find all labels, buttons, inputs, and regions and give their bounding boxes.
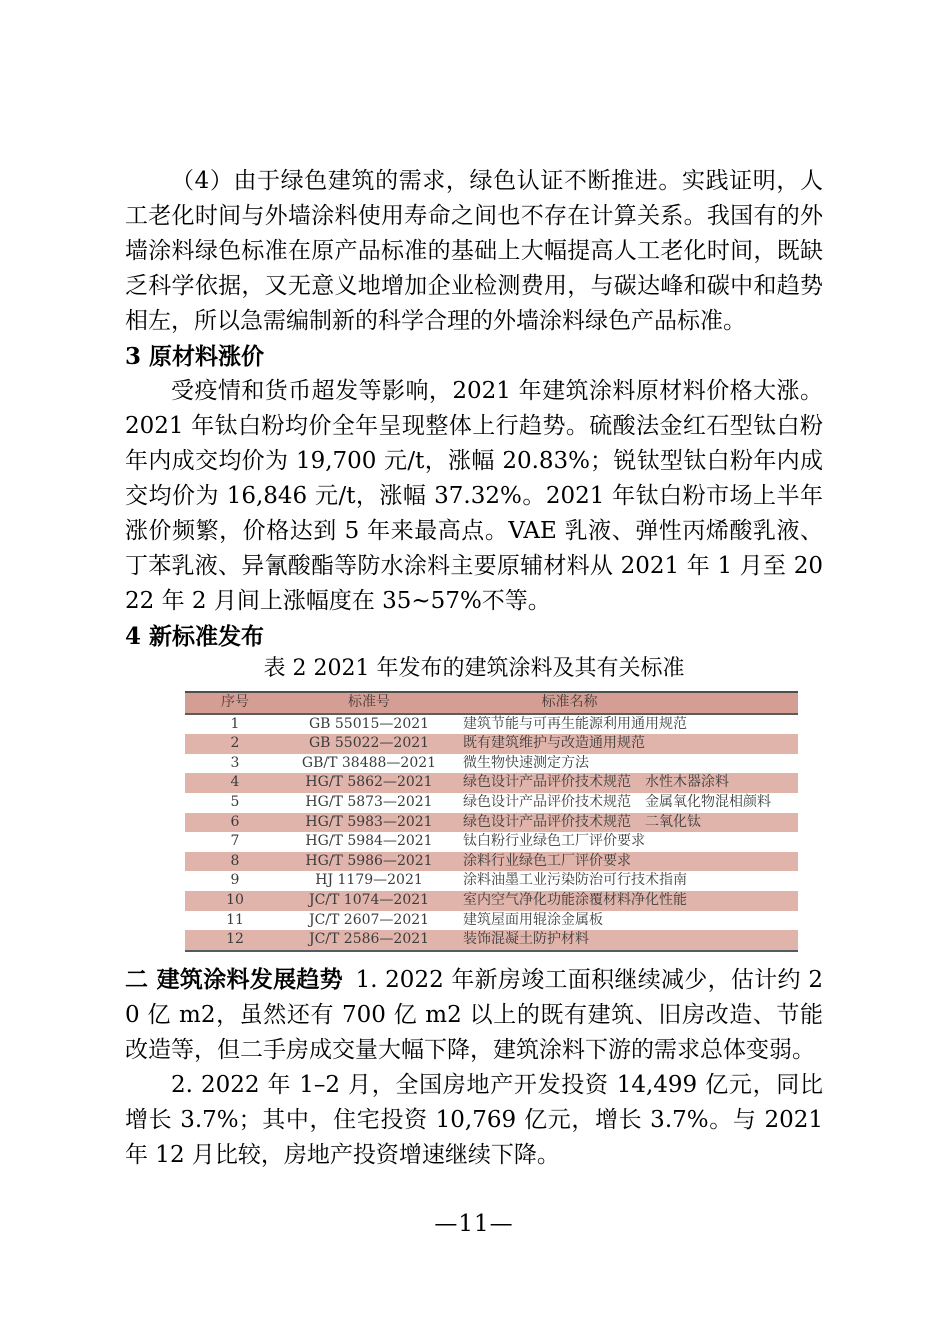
table-cell: 4 [230,774,240,791]
col-header-standard-name: 标准名称 [541,694,598,710]
table-row [185,714,798,735]
table-cell: 12 [226,931,244,948]
table-cell: 钛白粉行业绿色工厂评价要求 [463,833,645,850]
table-row [185,813,798,833]
table-cell: 绿色设计产品评价技术规范 金属氧化物混相颜料 [463,793,771,810]
table-cell: 室内空气净化功能涂覆材料净化性能 [463,891,687,908]
table-cell: HG/T 5986—2021 [305,852,433,869]
col-header-standard-number: 标准号 [348,694,390,710]
table-cell: HG/T 5983—2021 [305,813,433,830]
table-header-row [185,692,798,714]
table-cell: JC/T 2586—2021 [308,931,430,948]
col-header-index: 序号 [221,694,249,710]
table-cell: 2 [230,735,240,752]
table-row [185,891,798,911]
table-cell: 涂料行业绿色工厂评价要求 [463,852,631,869]
section-heading-development-trend: 二 建筑涂料发展趋势 [125,965,343,993]
table-cell: HG/T 5984—2021 [305,833,433,850]
table-cell: 11 [226,911,244,928]
table-row [185,930,798,951]
paragraph-investment: 2. 2022 年 1–2 月，全国房地产开发投资 14,499 亿元，同比增长 3.7%；其中，住宅投资 10,769 亿元，增长 3.7%。与 2021 年 12 月比较，房地产投资增速继续下降。 [125,1071,823,1168]
section-heading-raw-material-price: 3 原材料涨价 [125,343,265,370]
table-caption: 表 2 2021 年发布的建筑涂料及其有关标准 [263,656,685,681]
table-row [185,832,798,852]
table-cell: GB 55022—2021 [308,735,430,752]
page-number: —11— [434,1210,514,1237]
table-row [185,911,798,931]
table-row [185,871,798,891]
table-cell: 微生物快速测定方法 [463,754,589,771]
table-cell: 涂料油墨工业污染防治可行技术指南 [463,872,687,889]
table-cell: 3 [230,754,240,771]
paragraph-raw-material-price: 受疫情和货币超发等影响，2021 年建筑涂料原材料价格大涨。2021 年钛白粉均价全年呈现整体上行趋势。硫酸法金红石型钛白粉年内成交均价为 19,700 元/t，涨幅 20.83%；锐钛型钛白粉年内成交均价为 16,846 元/t，涨幅 37.32%。2021 年钛白粉市场上半年涨价频繁，价格达到 5 年来最高点。VAE 乳液、弹性丙烯酸乳液、丁苯乳液、异氰酸酯等防水涂料主要原辅材料从 2021 年 1 月至 2022 年 2 月间上涨幅度在 35~57%不等。 [125,378,823,614]
table-cell: 9 [230,872,240,889]
table-row [185,793,798,813]
table-cell: 建筑屋面用辊涂金属板 [463,911,603,928]
table-cell: HG/T 5862—2021 [305,774,433,791]
table-cell: 6 [230,813,240,830]
table-row [185,852,798,872]
table-cell: 建筑节能与可再生能源利用通用规范 [463,715,687,732]
development-trend-text: 1. 2022 年新房竣工面积继续减少，估计约 20 亿 m2，虽然还有 700 亿 m2 以上的既有建筑、旧房改造、节能改造等，但二手房成交量大幅下降，建筑涂料下游的需求总体变弱。 [125,966,824,1063]
table-row [185,754,798,774]
paragraph-development-trend [125,962,823,1068]
table-cell: HG/T 5873—2021 [305,793,433,810]
table-cell: 既有建筑维护与改造通用规范 [463,735,645,752]
table-cell: 8 [230,852,240,869]
paragraph-green-certification: （4）由于绿色建筑的需求，绿色认证不断推进。实践证明，人工老化时间与外墙涂料使用寿命之间也不存在计算关系。我国有的外墙涂料绿色标准在原产品标准的基础上大幅提高人工老化时间，既缺乏科学依据，又无意义地增加企业检测费用，与碳达峰和碳中和趋势相左，所以急需编制新的科学合理的外墙涂料绿色产品标准。 [125,168,823,334]
table-cell: 绿色设计产品评价技术规范 水性木器涂料 [463,774,729,791]
table-cell: 绿色设计产品评价技术规范 二氧化钛 [463,813,701,830]
table-cell: 10 [226,891,244,908]
standards-table [185,691,798,952]
table-body [185,714,798,951]
section-heading-new-standards: 4 新标准发布 [125,623,265,650]
table-cell: JC/T 1074—2021 [308,891,430,908]
table-cell: 装饰混凝土防护材料 [463,931,589,948]
table-cell: 1 [230,715,240,732]
table-row [185,773,798,793]
table-cell: 7 [230,833,240,850]
table-cell: GB 55015—2021 [308,715,430,732]
table-cell: GB/T 38488—2021 [301,754,437,771]
table-cell: HJ 1179—2021 [315,872,423,889]
table-row [185,734,798,754]
table-cell: 5 [230,793,240,810]
table-cell: JC/T 2607—2021 [308,911,430,928]
